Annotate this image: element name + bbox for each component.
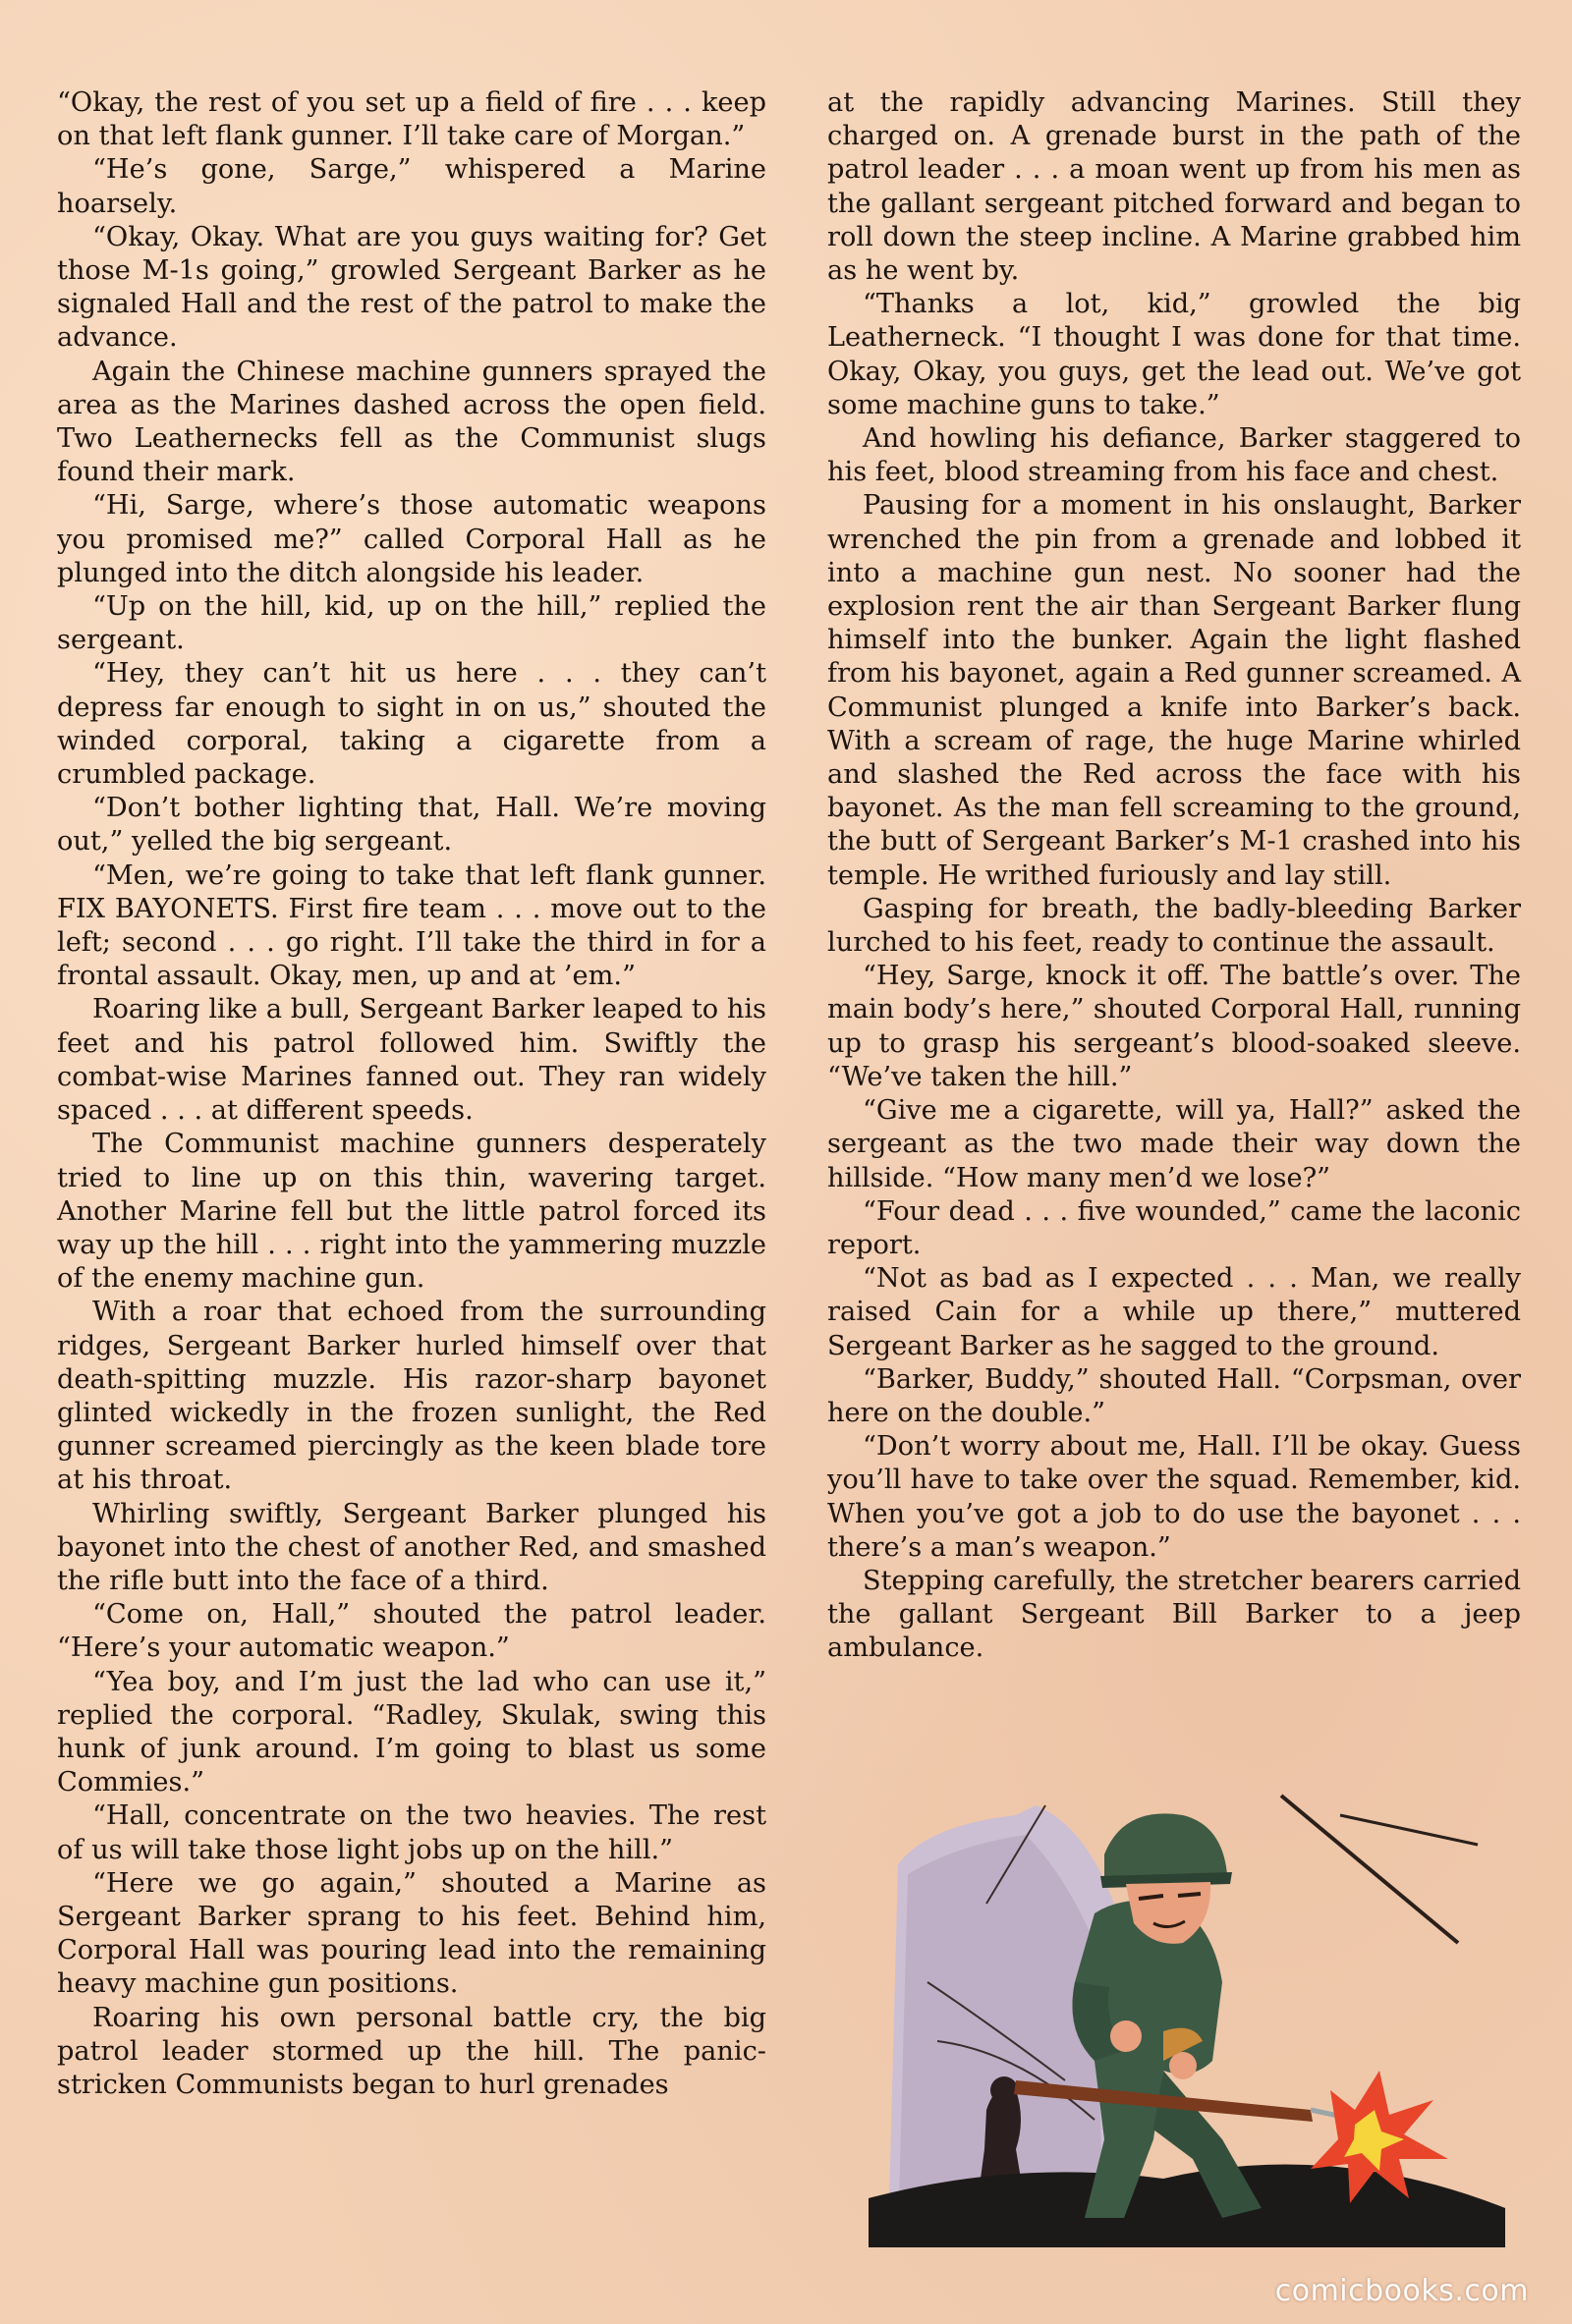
paragraph: “Hi, Sarge, where’s those automatic weapons you promised me?” called Corporal Hall as he plunged into the ditch alongside his leader.	[57, 490, 766, 588]
paragraph: “Yea boy, and I’m just the lad who can use it,” replied the corporal. “Radley, Skulak, swing this hunk of junk around. I’m going to blast us some Commies.”	[57, 1666, 766, 1798]
paragraph: “He’s gone, Sarge,” whispered a Marine hoarsely.	[57, 154, 766, 219]
paragraph: Again the Chinese machine gunners sprayed the area as the Marines dashed across the open field. Two Leathernecks fell as the Communist slugs found their mark.	[57, 356, 766, 488]
paragraph: “Men, we’re going to take that left flank gunner. FIX BAYONETS. First fire team . . . move out to the left; second . . . go right. I’ll take the third in for a frontal assault. Okay, men, up and at ’em.”	[57, 859, 766, 992]
paragraph: Whirling swiftly, Sergeant Barker plunged his bayonet into the chest of another Red, and smashed the rifle butt into the face of a third.	[57, 1498, 766, 1596]
paragraph: “Don’t bother lighting that, Hall. We’re moving out,” yelled the big sergeant.	[57, 793, 766, 858]
watermark: comicbooks.com	[1274, 2274, 1529, 2308]
paragraph: “Up on the hill, kid, up on the hill,” replied the sergeant.	[57, 591, 766, 656]
paragraph: And howling his defiance, Barker staggered to his feet, blood streaming from his face and chest.	[827, 423, 1521, 488]
left-text-column	[57, 86, 766, 2102]
paragraph: Roaring his own personal battle cry, the big patrol leader stormed up the hill. The panic-stricken Communists began to hurl grenades	[57, 2002, 766, 2100]
paragraph: at the rapidly advancing Marines. Still they charged on. A grenade burst in the path of the patrol leader . . . a moan went up from his men as the gallant sergeant pitched forward and began to roll down the steep incline. A Marine grabbed him as he went by.	[827, 87, 1521, 287]
paragraph: “Thanks a lot, kid,” growled the big Leatherneck. “I thought I was done for that time. Okay, Okay, you guys, get the lead out. We’ve got some machine guns to take.”	[827, 289, 1521, 420]
paragraph: “Hey, Sarge, knock it off. The battle’s over. The main body’s here,” shouted Corporal Hall, running up to grasp his sergeant’s blood-soaked sleeve. “We’ve taken the hill.”	[827, 961, 1521, 1092]
paragraph: “Here we go again,” shouted a Marine as Sergeant Barker sprang to his feet. Behind him, Corporal Hall was pouring lead into the remaining heavy machine gun positions.	[57, 1867, 766, 2000]
marine-bayonet-illustration	[869, 1786, 1505, 2247]
paragraph: “Four dead . . . five wounded,” came the laconic report.	[827, 1195, 1521, 1260]
paragraph: “Not as bad as I expected . . . Man, we really raised Cain for a while up there,” muttered Sergeant Barker as he sagged to the ground.	[827, 1263, 1521, 1361]
paragraph: Roaring like a bull, Sergeant Barker leaped to his feet and his patrol followed him. Swiftly the combat-wise Marines fanned out. They ran widely spaced . . . at different speeds.	[57, 994, 766, 1127]
paragraph: “Okay, Okay. What are you guys waiting for? Get those M-1s going,” growled Sergeant Barker as he signaled Hall and the rest of the patrol to make the advance.	[57, 221, 766, 354]
paragraph: “Hey, they can’t hit us here . . . they can’t depress far enough to sight in on us,” shouted the winded corporal, taking a cigarette from a crumbled package.	[57, 658, 766, 791]
right-text-column	[827, 86, 1521, 1666]
paragraph: “Hall, concentrate on the two heavies. The rest of us will take those light jobs up on the hill.”	[57, 1800, 766, 1865]
paragraph: “Okay, the rest of you set up a field of fire . . . keep on that left flank gunner. I’ll take care of Morgan.”	[57, 87, 766, 152]
paragraph: The Communist machine gunners desperately tried to line up on this thin, wavering target. Another Marine fell but the little patrol forced its way up the hill . . . right into the yammering muzzle of the enemy machine gun.	[57, 1129, 766, 1295]
paragraph: “Come on, Hall,” shouted the patrol leader. “Here’s your automatic weapon.”	[57, 1599, 766, 1664]
paragraph: Pausing for a moment in his onslaught, Barker wrenched the pin from a grenade and lobbed it into a machine gun nest. No sooner had the explosion rent the air than Sergeant Barker flung himself into the bunker. Again the light flashed from his bayonet, again a Red gunner screamed. A Communist plunged a knife into Barker’s back. With a scream of rage, the huge Marine whirled and slashed the Red across the face with his bayonet. As the man fell screaming to the ground, the butt of Sergeant Barker’s M-1 crashed into his temple. He writhed furiously and lay still.	[827, 490, 1521, 891]
paragraph: “Don’t worry about me, Hall. I’ll be okay. Guess you’ll have to take over the squad. Remember, kid. When you’ve got a job to do use the bayonet . . . there’s a man’s weapon.”	[827, 1431, 1521, 1563]
paragraph: “Give me a cigarette, will ya, Hall?” asked the sergeant as the two made their way down the hillside. “How many men’d we lose?”	[827, 1095, 1521, 1193]
paragraph: Stepping carefully, the stretcher bearers carried the gallant Sergeant Bill Barker to a jeep ambulance.	[827, 1565, 1521, 1664]
paragraph: With a roar that echoed from the surrounding ridges, Sergeant Barker hurled himself over that death-spitting muzzle. His razor-sharp bayonet glinted wickedly in the frozen sunlight, the Red gunner screamed piercingly as the keen blade tore at his throat.	[57, 1297, 766, 1496]
paragraph: Gasping for breath, the badly-bleeding Barker lurched to his feet, ready to continue the assault.	[827, 893, 1521, 959]
paragraph: “Barker, Buddy,” shouted Hall. “Corpsman, over here on the double.”	[827, 1363, 1521, 1428]
